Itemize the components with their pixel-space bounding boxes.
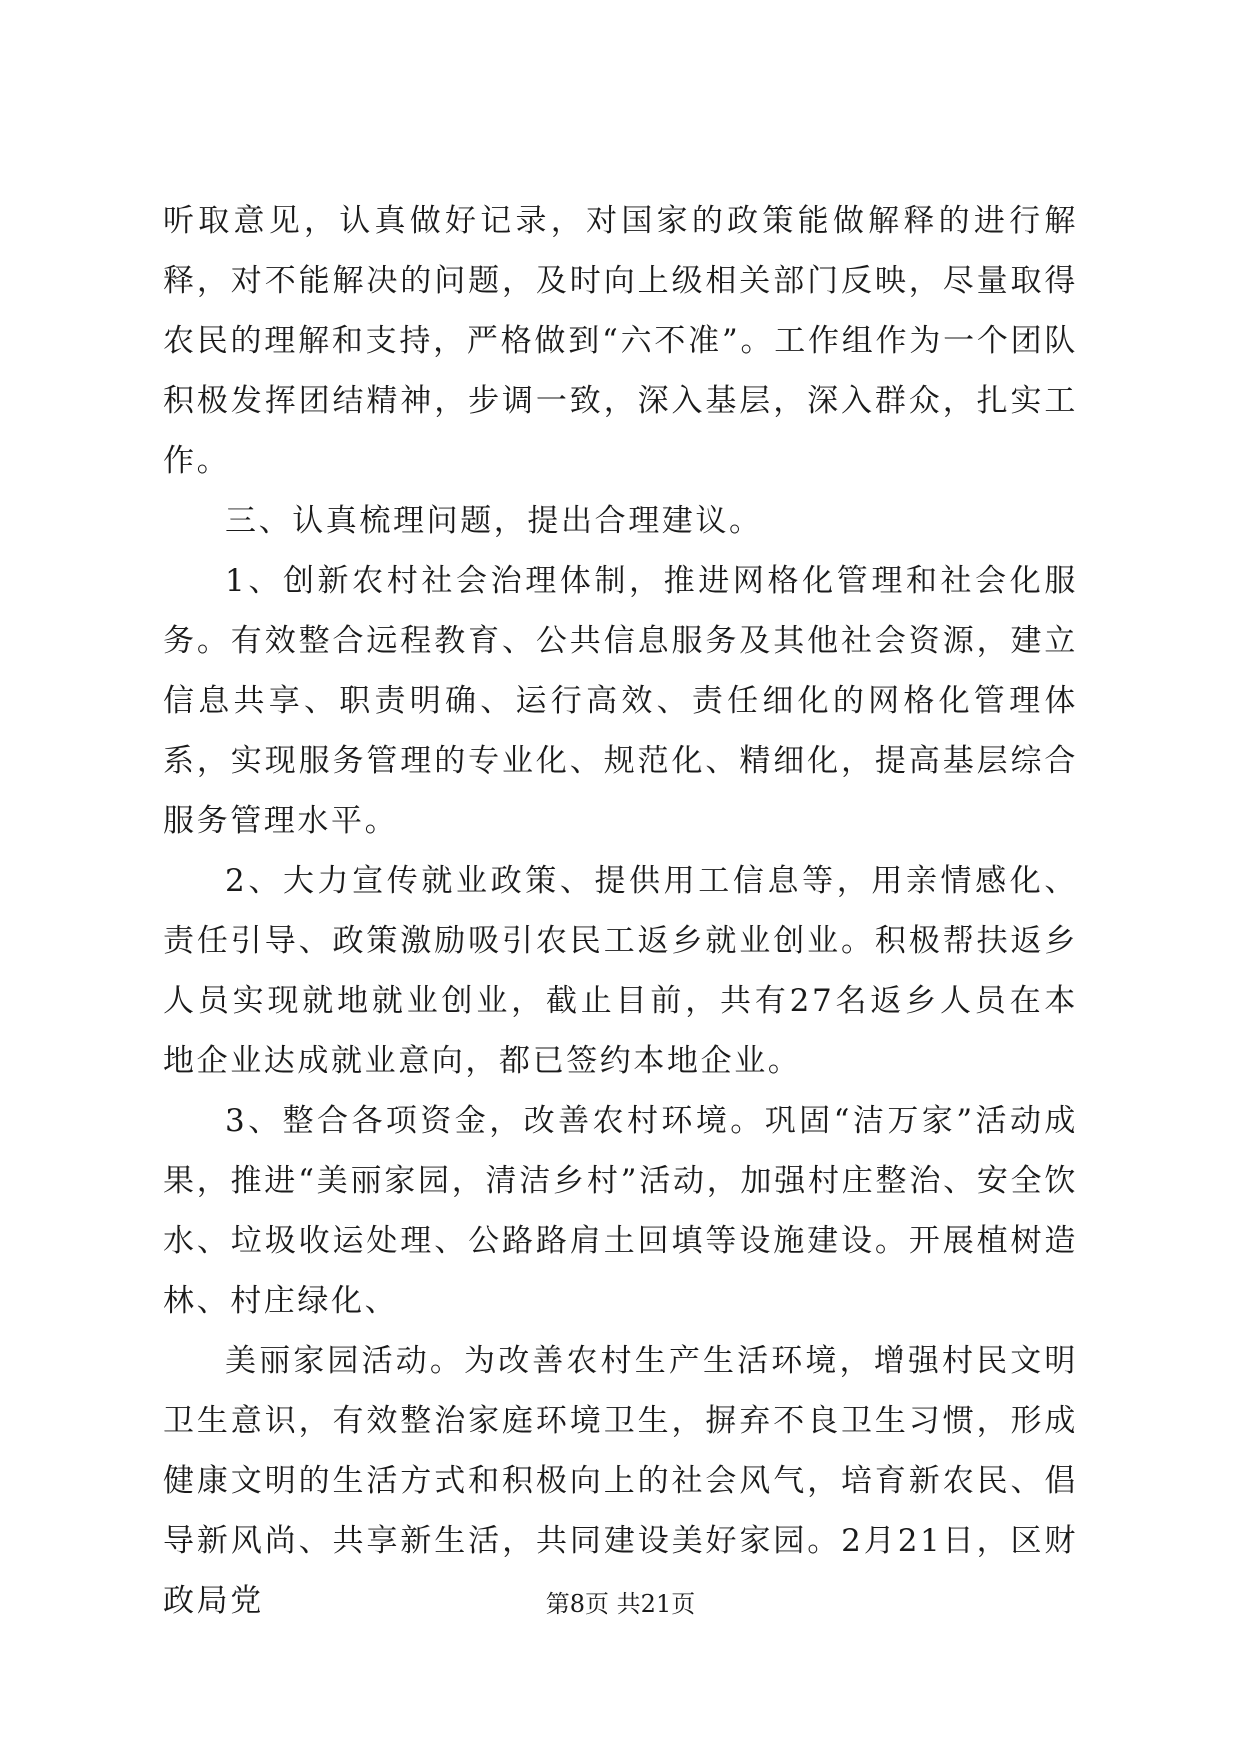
paragraph-item-1: 1、创新农村社会治理体制，推进网格化管理和社会化服务。有效整合远程教育、公共信息服务及其他社会资源，建立信息共享、职责明确、运行高效、责任细化的网格化管理体系，实现服务管理的专业化、规范化、精细化，提高基层综合服务管理水平。 xyxy=(163,563,1078,839)
document-body xyxy=(163,191,1078,1631)
paragraph-beautiful-home: 美丽家园活动。为改善农村生产生活环境，增强村民文明卫生意识，有效整治家庭环境卫生，摒弃不良卫生习惯，形成健康文明的生活方式和积极向上的社会风气，培育新农民、倡导新风尚、共享新生活，共同建设美好家园。2月21日，区财政局党 xyxy=(163,1343,1078,1619)
paragraph-item-2: 2、大力宣传就业政策、提供用工信息等，用亲情感化、责任引导、政策激励吸引农民工返乡就业创业。积极帮扶返乡人员实现就地就业创业，截止目前，共有27名返乡人员在本地企业达成就业意向，都已签约本地企业。 xyxy=(163,863,1078,1079)
page-footer: 第8页 共21页 xyxy=(545,1590,696,1618)
paragraph-item-3: 3、整合各项资金，改善农村环境。巩固“洁万家”活动成果，推进“美丽家园，清洁乡村”活动，加强村庄整治、安全饮水、垃圾收运处理、公路路肩土回填等设施建设。开展植树造林、村庄绿化、 xyxy=(163,1103,1078,1319)
paragraph-continuation: 听取意见，认真做好记录，对国家的政策能做解释的进行解释，对不能解决的问题，及时向上级相关部门反映，尽量取得农民的理解和支持，严格做到“六不准”。工作组作为一个团队积极发挥团结精神，步调一致，深入基层，深入群众，扎实工作。 xyxy=(163,203,1078,479)
section-heading-3: 三、认真梳理问题，提出合理建议。 xyxy=(225,503,763,539)
